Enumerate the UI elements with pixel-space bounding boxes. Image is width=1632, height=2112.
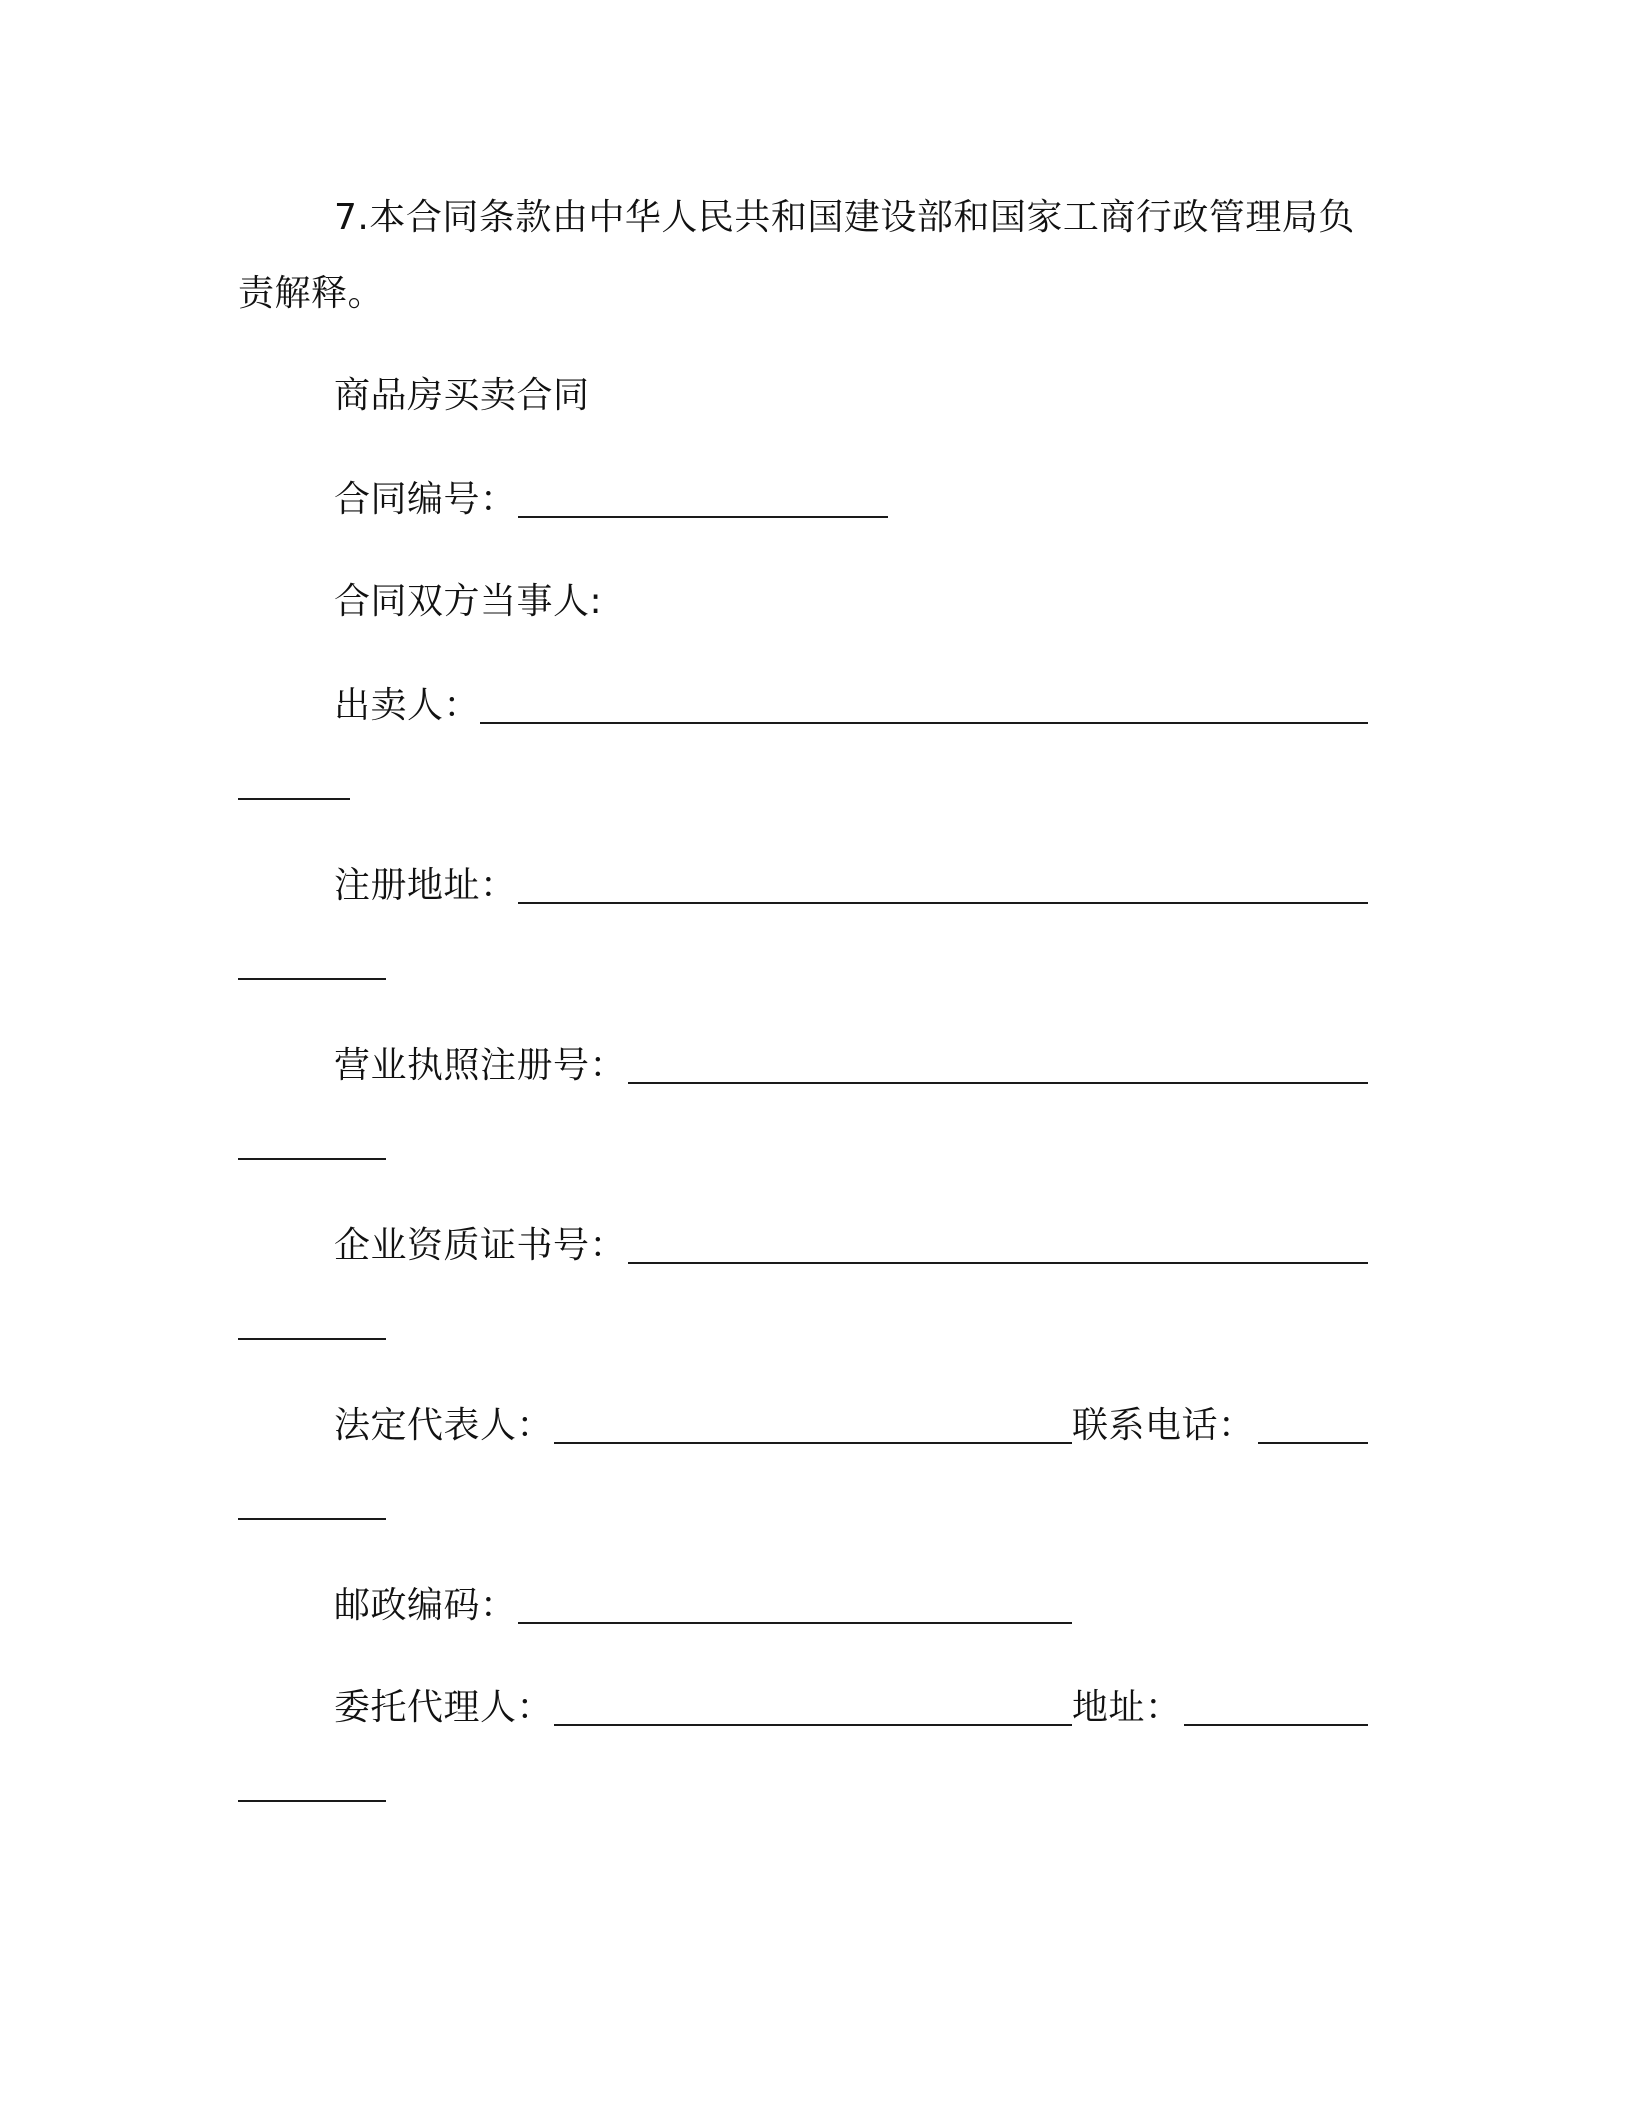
parties-label: 合同双方当事人:: [334, 581, 603, 622]
seller-label: 出卖人：: [334, 685, 481, 726]
business-license-label: 营业执照注册号：: [334, 1045, 627, 1086]
clause-7-line-1: 7.本合同条款由中华人民共和国建设部和国家工商行政管理局负: [334, 197, 1355, 238]
address-label: 地址：: [1072, 1687, 1182, 1728]
agent-field[interactable]: [554, 1724, 1072, 1726]
address-field[interactable]: [1184, 1724, 1368, 1726]
qualification-cert-label: 企业资质证书号：: [334, 1225, 627, 1266]
legal-rep-field[interactable]: [554, 1442, 1072, 1444]
phone-label: 联系电话：: [1072, 1405, 1255, 1446]
qualification-cert-field-continued[interactable]: [238, 1338, 386, 1340]
phone-field-continued[interactable]: [238, 1518, 386, 1520]
contract-number-label: 合同编号：: [334, 479, 517, 520]
seller-field[interactable]: [480, 722, 1368, 724]
agent-label: 委托代理人：: [334, 1687, 554, 1728]
business-license-field[interactable]: [628, 1082, 1368, 1084]
registered-address-field-continued[interactable]: [238, 978, 386, 980]
contract-title: 商品房买卖合同: [334, 375, 590, 416]
business-license-field-continued[interactable]: [238, 1158, 386, 1160]
clause-7-line-2: 责解释。: [238, 273, 385, 314]
contract-number-field[interactable]: [518, 516, 888, 518]
phone-field[interactable]: [1258, 1442, 1368, 1444]
address-field-continued[interactable]: [238, 1800, 386, 1802]
legal-rep-label: 法定代表人：: [334, 1405, 554, 1446]
registered-address-label: 注册地址：: [334, 865, 517, 906]
registered-address-field[interactable]: [518, 902, 1368, 904]
postal-code-field[interactable]: [518, 1622, 1072, 1624]
qualification-cert-field[interactable]: [628, 1262, 1368, 1264]
seller-field-continued[interactable]: [238, 798, 350, 800]
postal-code-label: 邮政编码：: [334, 1585, 517, 1626]
